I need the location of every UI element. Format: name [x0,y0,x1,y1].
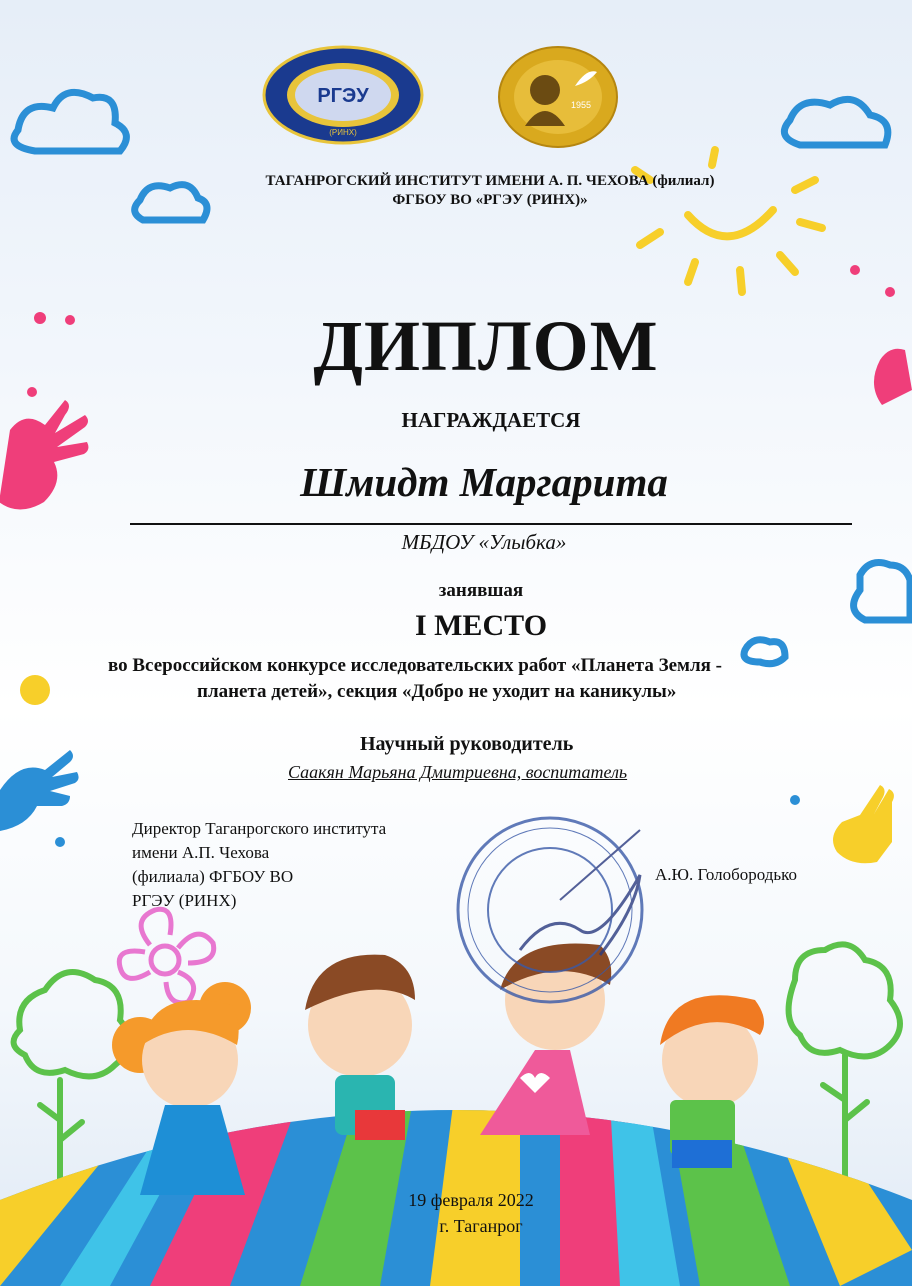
supervisor-name: Саакян Марьяна Дмитриевна, воспитатель [288,762,628,782]
contest-line-2: планета детей», секция «Добро не уходит на каникулы» [197,681,677,702]
institute-affiliation: ФГБОУ ВО «РГЭУ (РИНХ)» [392,192,588,208]
director-line-2: имени А.П. Чехова [132,843,270,862]
place-label: I МЕСТО [414,609,548,642]
institution-name: МБДОУ «Улыбка» [401,530,567,554]
awarded-label: НАГРАЖДАЕТСЯ [401,408,581,432]
institute-name: ТАГАНРОГСКИЙ ИНСТИТУТ ИМЕНИ А. П. ЧЕХОВА (филиал) [265,173,715,189]
director-line-3: (филиала) ФГБОУ ВО [132,867,294,886]
flower-icon [119,909,213,1003]
logo-abbr: РГЭУ [317,85,369,107]
director-line-4: РГЭУ (РИНХ) [132,891,237,910]
issue-city: г. Таганрог [439,1216,523,1236]
supervisor-label: Научный руководитель [360,733,574,755]
took-label: занявшая [438,580,524,601]
director-name: А.Ю. Голобородько [655,865,798,884]
director-line-1: Директор Таганрогского института [132,819,387,838]
logo-year: 1955 [570,100,592,110]
recipient-underline [130,523,852,525]
logo-sub: (РИНХ) [329,128,357,137]
sun-icon [635,150,822,292]
rgeu-logo [262,45,424,145]
director-title [132,817,386,913]
diploma-title: ДИПЛОМ [313,306,659,386]
recipient-name: Шмидт Маргарита [300,459,668,505]
issue-date: 19 февраля 2022 [408,1190,534,1210]
contest-line-1: во Всероссийском конкурсе исследовательских работ «Планета Земля - [108,655,722,676]
chekhov-institute-logo [497,46,619,148]
